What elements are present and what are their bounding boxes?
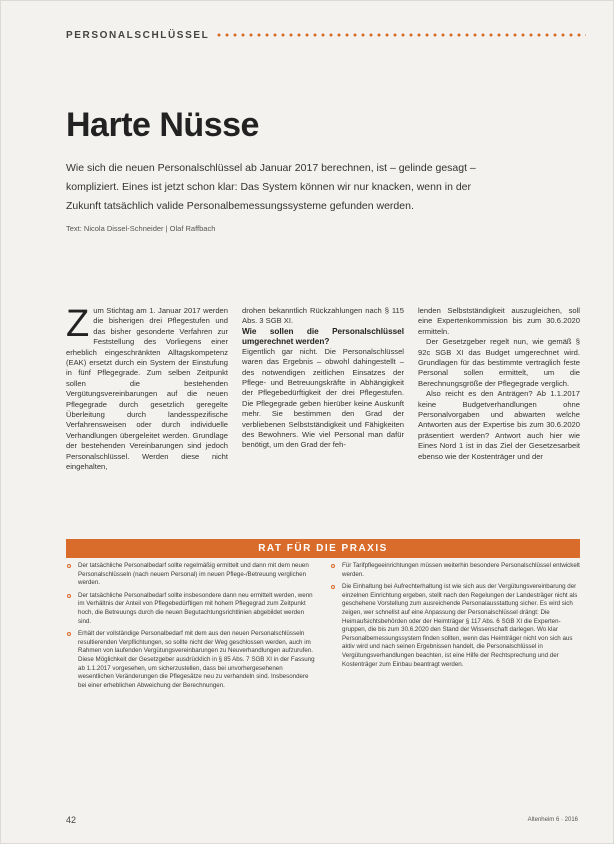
lead-paragraph: Wie sich die neuen Personalschlüssel ab Januar 2017 berechnen, ist – gelinde gesagt – kompliziert. Eines ist jetzt schon klar: Das System können wir nur knacken, wenn in der Zukunft tatsächlich valide Personalbemessungssysteme gefunden werden. [66, 162, 476, 212]
article-paragraph: Der Gesetzgeber regelt nun, wie gemäß § 92c SGB XI das Budget umgerechnet wird. Grundlagen für das bestimmte vertraglich feste Personal sollen ermittelt, um die Berechnungsgröße der Pflegegrade verglich. [418, 337, 580, 388]
tip-item [330, 583, 580, 669]
article-subhead: Wie sollen die Personalschlüssel umgerechnet werden? [242, 326, 404, 346]
article-paragraph [66, 306, 228, 473]
article-paragraph: Also reicht es den Anträgen? Ab 1.1.2017 keine Budgetverhandlungen ohne Personalvorgaben und abwarten welche Antworten aus der Expertise bis zum 30.6.2020 präsentiert werden? Antwort auch hier wie Eines Nord 1 ist in das Ziel der Gesetzesarbeit ebenso wie der Kostenträger und der [418, 389, 580, 461]
tips-box-header [66, 539, 580, 558]
bullet-icon [67, 632, 71, 636]
article-paragraph: drohen bekanntlich Rückzahlungen nach § 115 Abs. 3 SGB XI. [242, 306, 404, 326]
kicker-dotted-rule [215, 33, 586, 37]
tips-box-body [66, 562, 580, 822]
article-text: um Stichtag am 1. Januar 2017 werden die bisherigen drei Pflegestufen und das bisher gesonderte Verfahren zur Feststellung des Vorliegens einer erheblich eingeschränkten Alltagskompetenz (EAK) ersetzt durch ein System der Einstufung in fünf Pflegegrade. Zum selben Zeitpunkt sollen die bestehenden Vergütungsvereinbarungen auf die neuen Pflegegrade durch gesetzlich geregelte Überleitung durch landesspezifische Verfahrensweisen oder durch individuelle Verhandlungen übergeleitet werden. Grundlage der bestehenden Vereinbarungen sind jedoch Personalschlüssel. Werden diese nicht eingehalten, [66, 306, 228, 472]
tip-text: Die Einhaltung bei Aufrechterhaltung ist wie sich aus der Vergütungsvereinbarung der einzelnen Einrichtung ergeben, stellt nach den Regelungen der Landesträger nicht als geschehene Vorstellung zum ausreichende Personalausstattung sicher. Es wird sich zeigen, wer schnellst auf eine Anpassung der Personalschlüssel drängt: Die Heimaufsichtsbehörden oder der Heimträger § 117 Abs. 6 SGB XI die Experten-gruppen, die bis zum 30.6.2020 den Stand der Wissenschaft darlegen. Wo klar Personalbemessungssystem finden sollten, wenn das Heimträger nicht von sich aus aktiv wird und nach seinen Ergebnissen handelt, die Personalschlüssel in Vergütungsverhandlungen beachten, ist eine Hilfe der Rechtsprechung und der Kostenträger zum Einbau beantragt werden. [342, 583, 578, 668]
dropcap: Z [66, 306, 90, 345]
headline: Harte Nüsse [66, 106, 259, 144]
article-paragraph: Eigentlich gar nicht. Die Personalschlüssel waren das Ergebnis – obwohl dahingestellt – des notwendigen zeitlichen Einsatzes der Pflege- und Betreuungskräfte in Abhängigkeit der Pflegebedürftigkeit der drei Pflegestufen. Die Pflegegrade geben hierüber keine Auskunft mehr. Sie bestimmen den Grad der verbliebenen Selbstständigkeit und Fähigkeiten des Bewohners. Wie viel Personal man dafür benötigt, um den Grad der feh- [242, 346, 404, 450]
article-column-3 [418, 306, 580, 528]
bullet-icon [67, 564, 71, 568]
tip-text: Erhält der vollständige Personalbedarf mit dem aus den neuen Personalschlüsseln resultierenden Verpflichtungen, so sollte nicht der Weg geschlossen werden, auch im Rahmen von laufenden Vergütungsvereinbarungen zu Neuverhandlungen aufzurufen. Diese Möglichkeit der Gesetzgeber ausdrücklich in § 85 Abs. 7 SGB XI in der Fassung ab 1.1.2017 vorgesehen, um sicherzustellen, dass bei unvorhergesehenen wesentlichen Veränderungen die Pflegesätze neu zu verhandeln sind. Insbesondere bei einer erheblichen Abweichung der Berechnungen. [78, 630, 315, 689]
page-number: 42 [66, 815, 77, 825]
byline: Text: Nicola Dissel-Schneider | Olaf Raffbach [66, 224, 216, 233]
tip-text: Der tatsächliche Personalbedarf sollte regelmäßig ermittelt und dann mit dem neuen Personalschlüsseln (nach neuem Personal) im neuen Pflege-/Betreuung verglichen werden. [78, 562, 309, 587]
article-column-2 [242, 306, 404, 528]
bullet-icon [331, 564, 335, 568]
section-kicker [66, 27, 586, 43]
tip-text: Der tatsächliche Personalbedarf sollte insbesondere dann neu ermittelt werden, wenn im Verhältnis der Anteil von Pflegebedürftigen mit hohem Pflegegrad zum Zeitpunkt hoch, die Betreuungs durch die neuen Begutachtungsrichtlinien abgebildet werden sind. [78, 591, 313, 625]
tips-column-left [66, 562, 316, 822]
tips-column-right [330, 562, 580, 822]
bullet-icon [67, 594, 71, 598]
publication-footer: Altenheim 6 · 2016 [527, 817, 578, 823]
tips-box-title: RAT FÜR DIE PRAXIS [258, 543, 388, 554]
tip-text: Für Tarifpflegeeinrichtungen müssen weiterhin besondere Personalschlüssel entwickelt werden. [342, 562, 580, 578]
bullet-icon [331, 585, 335, 589]
article-columns [66, 306, 580, 528]
tip-item [66, 592, 316, 626]
tip-item [66, 630, 316, 690]
tip-item [330, 562, 580, 579]
article-column-1 [66, 306, 228, 528]
kicker-label: PERSONALSCHLÜSSEL [66, 29, 210, 41]
tip-item [66, 562, 316, 588]
article-paragraph: lenden Selbstständigkeit auszugleichen, soll eine Expertenkommission bis zum 30.6.2020 ermitteln. [418, 306, 580, 336]
